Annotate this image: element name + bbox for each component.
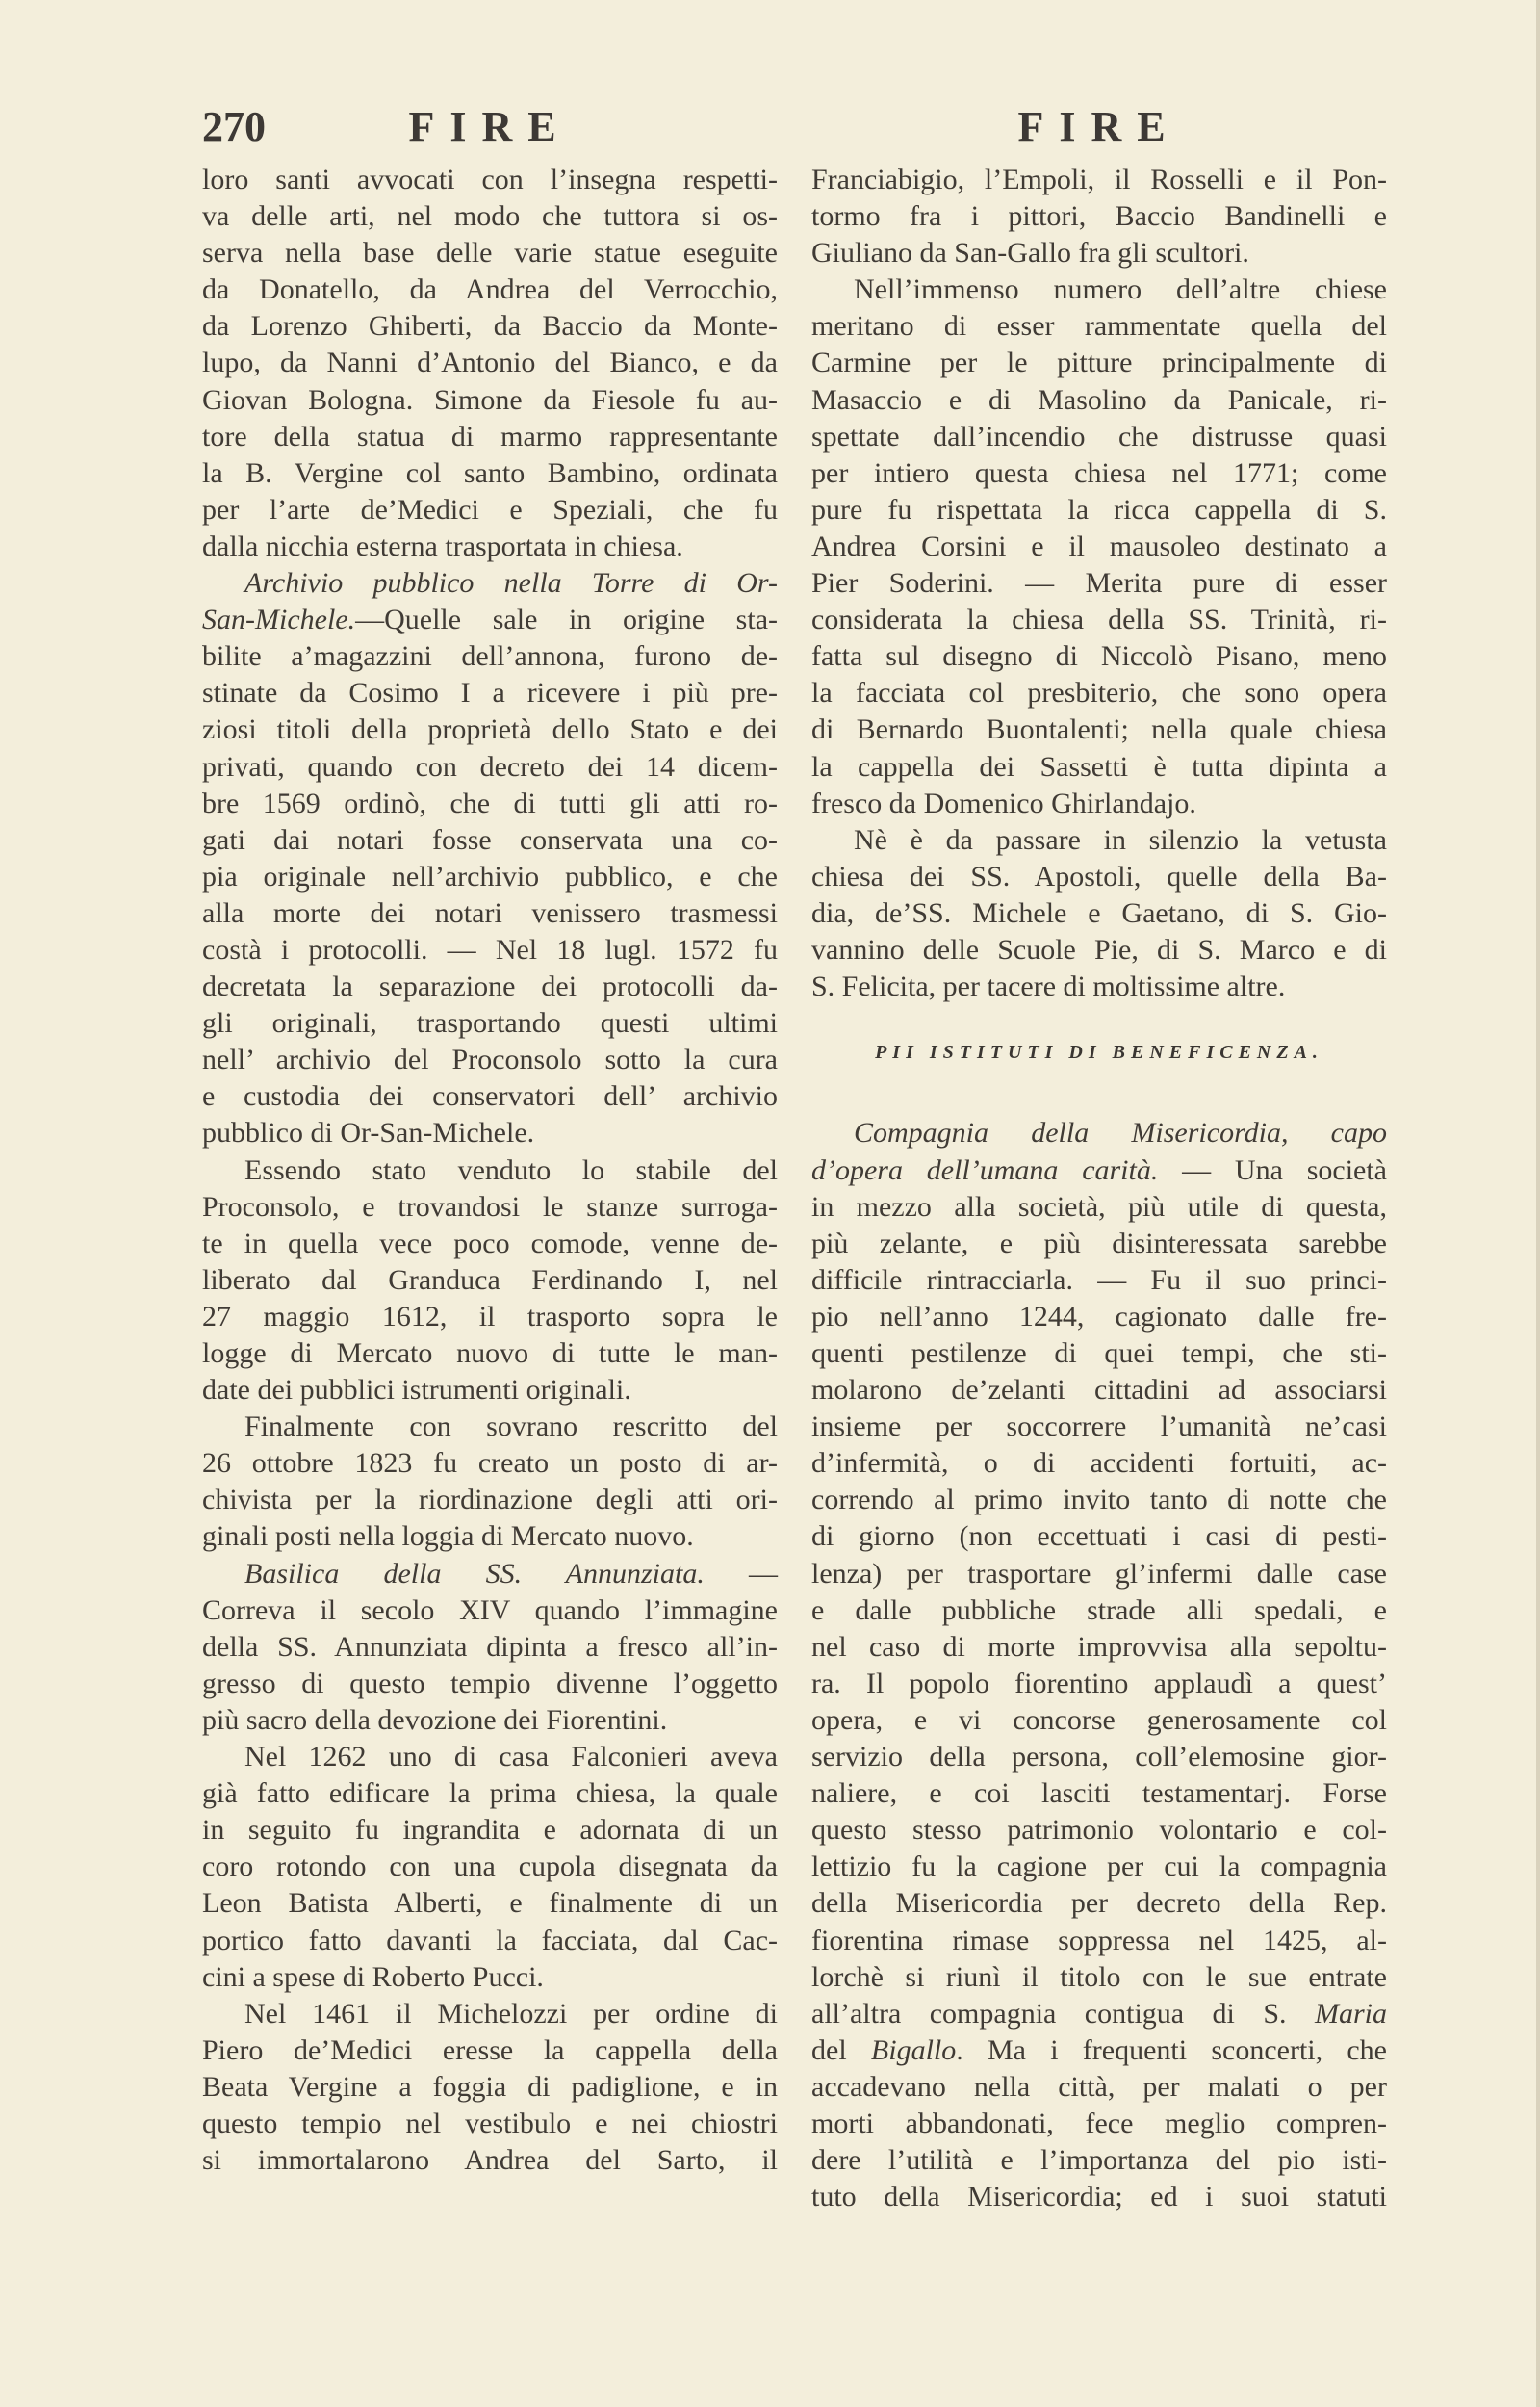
line-content: Correva il secolo XIV quando l’immagine xyxy=(202,1593,778,1626)
line-content: liberato dal Granduca Ferdinando I, nel xyxy=(202,1263,778,1296)
text-line xyxy=(811,675,1387,712)
line-content: dere l’utilità e l’importanza del pio isti- xyxy=(811,2144,1387,2177)
line-content: e custodia dei conservatori dell’ archivio xyxy=(202,1080,778,1113)
line-content xyxy=(202,604,778,635)
line-content: Leon Batista Alberti, e finalmente di un xyxy=(202,1887,778,1920)
text-line xyxy=(202,638,778,675)
line-content xyxy=(811,1998,1387,2030)
line-content: dalla nicchia esterna trasportata in chiesa. xyxy=(202,530,683,562)
text-segment: del xyxy=(811,2033,871,2066)
text-line xyxy=(811,235,1387,272)
text-line xyxy=(202,1923,778,1959)
line-content: questo tempio nel vestibulo e nei chiostri xyxy=(202,2107,778,2139)
text-line xyxy=(811,1923,1387,1959)
line-content: morti abbandonati, fece meglio compren- xyxy=(811,2107,1387,2139)
text-line xyxy=(202,1482,778,1518)
text-line xyxy=(202,969,778,1005)
line-content: bre 1569 ordinò, che di tutti gli atti ro- xyxy=(202,787,778,819)
text-line xyxy=(202,1666,778,1702)
line-content: Masaccio e di Masolino da Panicale, ri- xyxy=(811,383,1387,416)
text-line xyxy=(811,822,1387,859)
text-line xyxy=(202,198,778,235)
line-content: coro rotondo con una cupola disegnata da xyxy=(202,1851,778,1883)
line-content: 26 ottobre 1823 fu creato un posto di ar- xyxy=(202,1447,778,1480)
line-content: tormo fra i pittori, Baccio Bandinelli e xyxy=(811,200,1387,233)
text-line xyxy=(202,1592,778,1629)
line-content: di giorno (non eccettuati i casi di pesti- xyxy=(811,1520,1387,1553)
line-content: spettate dall’incendio che distrusse quasi xyxy=(811,420,1387,453)
text-line xyxy=(202,602,778,638)
text-line xyxy=(202,2142,778,2179)
line-content: Andrea Corsini e il mausoleo destinato a xyxy=(811,530,1387,562)
text-line xyxy=(202,2069,778,2106)
line-content xyxy=(244,567,778,599)
text-line xyxy=(811,2142,1387,2179)
paragraph xyxy=(811,272,1387,821)
text-line xyxy=(202,1775,778,1812)
text-line xyxy=(811,786,1387,822)
text-segment: — Una società xyxy=(1158,1153,1387,1186)
line-content: dia, de’SS. Michele e Gaetano, di S. Gio- xyxy=(811,896,1387,929)
text-line xyxy=(202,2032,778,2069)
text-segment: all’altra compagnia contigua di S. xyxy=(811,1997,1315,2030)
paragraph xyxy=(202,1739,778,1996)
text-line xyxy=(811,749,1387,786)
text-line xyxy=(202,895,778,932)
line-content: Essendo stato venduto lo stabile del xyxy=(244,1153,778,1186)
line-content: la B. Vergine col santo Bambino, ordinata xyxy=(202,456,778,489)
right-column xyxy=(811,162,1387,2215)
line-content: lupo, da Nanni d’Antonio del Bianco, e da xyxy=(202,347,778,379)
text-segment: —Quelle sale in origine sta- xyxy=(355,604,778,636)
line-content: considerata la chiesa della SS. Trinità, ri- xyxy=(811,604,1387,636)
line-content: più zelante, e più disinteressata sarebbe xyxy=(811,1227,1387,1259)
text-line xyxy=(202,419,778,455)
text-line xyxy=(202,492,778,529)
text-line xyxy=(811,895,1387,932)
line-content: Carmine per le pitture principalmente di xyxy=(811,347,1387,379)
text-line xyxy=(202,2106,778,2142)
text-line xyxy=(811,308,1387,345)
line-content: meritano di esser rammentate quella del xyxy=(811,310,1387,343)
line-content: gli originali, trasportando questi ultimi xyxy=(202,1007,778,1040)
line-content xyxy=(854,1117,1387,1149)
text-line xyxy=(811,1959,1387,1996)
text-line xyxy=(811,1262,1387,1299)
text-line xyxy=(811,1849,1387,1885)
line-content: Finalmente con sovrano rescritto del xyxy=(244,1411,778,1443)
line-content: opera, e vi concorse generosamente col xyxy=(811,1703,1387,1736)
text-line xyxy=(811,272,1387,308)
line-content: cini a spese di Roberto Pucci. xyxy=(202,1960,544,1993)
section-heading: PII ISTITUTI DI BENEFICENZA. xyxy=(875,1042,1323,1064)
line-content: per l’arte de’Medici e Speziali, che fu xyxy=(202,493,778,526)
line-content: stinate da Cosimo I a ricevere i più pre- xyxy=(202,677,778,710)
line-content: d’infermità, o di accidenti fortuiti, ac- xyxy=(811,1447,1387,1480)
text-line xyxy=(202,822,778,859)
italic-text: Bigallo xyxy=(870,2033,957,2066)
paragraph xyxy=(202,1556,778,1739)
line-content: tuto della Misericordia; ed i suoi statuti xyxy=(811,2181,1387,2213)
running-head-right: FIRE xyxy=(1017,103,1181,150)
text-line xyxy=(811,638,1387,675)
paragraph xyxy=(202,1409,778,1555)
line-content: già fatto edificare la prima chiesa, la quale xyxy=(202,1777,778,1810)
line-content: gresso di questo tempio divenne l’oggetto xyxy=(202,1667,778,1699)
line-content: difficile rintracciarla. — Fu il suo princi- xyxy=(811,1263,1387,1296)
text-line xyxy=(202,1885,778,1922)
text-line xyxy=(202,1042,778,1078)
text-line xyxy=(811,859,1387,895)
running-head-left: FIRE xyxy=(408,103,572,150)
line-content: di Bernardo Buontalenti; nella quale chiesa xyxy=(811,713,1387,746)
line-content: servizio della persona, coll’elemosine gior- xyxy=(811,1741,1387,1773)
text-line xyxy=(811,1115,1387,1152)
text-line xyxy=(202,1702,778,1739)
text-line xyxy=(811,1556,1387,1592)
text-line xyxy=(202,1518,778,1555)
text-line xyxy=(811,382,1387,419)
text-line xyxy=(202,1299,778,1335)
line-content: pio nell’anno 1244, cagionato dalle fre- xyxy=(811,1300,1387,1333)
line-content: gati dai notari fosse conservata una co- xyxy=(202,823,778,856)
text-line xyxy=(202,455,778,492)
line-content: nell’ archivio del Proconsolo sotto la cura xyxy=(202,1044,778,1076)
italic-text: Archivio pubblico nella Torre di Or- xyxy=(244,567,778,600)
text-line xyxy=(811,1299,1387,1335)
text-line xyxy=(811,712,1387,748)
text-line xyxy=(202,1959,778,1996)
text-line xyxy=(811,1775,1387,1812)
italic-text: d’opera dell’umana carità. xyxy=(811,1153,1159,1186)
line-content: Giovan Bologna. Simone da Fiesole fu au- xyxy=(202,383,778,416)
text-line xyxy=(811,162,1387,198)
line-content: Piero de’Medici eresse la cappella della xyxy=(202,2033,778,2066)
italic-text: Basilica della SS. Annunziata. xyxy=(244,1557,705,1590)
line-content: naliere, e coi lasciti testamentarj. Forse xyxy=(811,1777,1387,1810)
line-content: S. Felicita, per tacere di moltissime altre. xyxy=(811,971,1286,1003)
line-content: tore della statua di marmo rappresentante xyxy=(202,420,778,453)
line-content: fiorentina rimase soppressa nel 1425, al- xyxy=(811,1924,1387,1956)
text-line xyxy=(811,345,1387,381)
text-line xyxy=(811,1739,1387,1775)
text-line xyxy=(202,1445,778,1482)
text-line xyxy=(202,1005,778,1042)
text-line xyxy=(811,1482,1387,1518)
line-content: chiesa dei SS. Apostoli, quelle della Ba- xyxy=(811,860,1387,893)
line-content: va delle arti, nel modo che tuttora si os- xyxy=(202,200,778,233)
text-line xyxy=(811,2069,1387,2106)
text-line xyxy=(811,1226,1387,1262)
text-line xyxy=(811,1885,1387,1922)
text-line xyxy=(811,932,1387,969)
line-content: in mezzo alla società, più utile di questa, xyxy=(811,1190,1387,1223)
line-content xyxy=(811,2034,1387,2066)
text-line xyxy=(811,529,1387,565)
paragraph xyxy=(202,1152,778,1410)
line-content: correndo al primo invito tanto di notte che xyxy=(811,1484,1387,1516)
text-line xyxy=(202,1078,778,1115)
text-line xyxy=(202,1226,778,1262)
text-line xyxy=(202,1409,778,1445)
line-content: della Misericordia per decreto della Rep. xyxy=(811,1887,1387,1920)
paragraph xyxy=(202,162,778,565)
line-content: loro santi avvocati con l’insegna respetti- xyxy=(202,164,778,195)
text-line xyxy=(202,1629,778,1666)
line-content: Nell’immenso numero dell’altre chiese xyxy=(854,273,1387,306)
line-content: Nel 1461 il Michelozzi per ordine di xyxy=(244,1997,778,2030)
text-line xyxy=(811,969,1387,1005)
text-line xyxy=(811,455,1387,492)
line-content: pure fu rispettata la ricca cappella di S. xyxy=(811,493,1387,526)
line-content: e dalle pubbliche strade alli spedali, e xyxy=(811,1593,1387,1626)
line-content: portico fatto davanti la facciata, dal Cac- xyxy=(202,1924,778,1956)
text-line xyxy=(202,1739,778,1775)
line-content: si immortalarono Andrea del Sarto, il xyxy=(202,2144,778,2177)
line-content: Beata Vergine a foggia di padiglione, e in xyxy=(202,2070,778,2103)
text-line xyxy=(202,382,778,419)
italic-text: Compagnia della Misericordia, capo xyxy=(854,1117,1387,1150)
text-segment: — xyxy=(704,1557,778,1590)
text-line xyxy=(811,1996,1387,2032)
text-line xyxy=(202,235,778,272)
text-line xyxy=(811,2179,1387,2215)
text-line xyxy=(202,675,778,712)
line-content: della SS. Annunziata dipinta a fresco all’in- xyxy=(202,1630,778,1663)
text-line xyxy=(811,565,1387,602)
line-content: la facciata col presbiterio, che sono opera xyxy=(811,677,1387,710)
text-line xyxy=(202,308,778,345)
line-content: Pier Soderini. — Merita pure di esser xyxy=(811,567,1387,600)
text-line xyxy=(202,749,778,786)
text-line xyxy=(202,932,778,969)
text-line xyxy=(811,419,1387,455)
line-content: più sacro della devozione dei Fiorentini. xyxy=(202,1703,668,1736)
text-line xyxy=(202,786,778,822)
line-content: lettizio fu la cagione per cui la compagnia xyxy=(811,1851,1387,1883)
line-content: per intiero questa chiesa nel 1771; come xyxy=(811,456,1387,489)
text-line xyxy=(202,1372,778,1409)
line-content: Franciabigio, l’Empoli, il Rosselli e il Pon- xyxy=(811,164,1387,195)
line-content: ra. Il popolo fiorentino applaudì a quest’ xyxy=(811,1667,1387,1699)
text-line xyxy=(811,1812,1387,1849)
line-content: da Lorenzo Ghiberti, da Baccio da Monte- xyxy=(202,310,778,343)
line-content: te in quella vece poco comode, venne de- xyxy=(202,1227,778,1259)
text-line xyxy=(811,1629,1387,1666)
text-line xyxy=(811,492,1387,529)
text-line xyxy=(811,1666,1387,1702)
line-content: alla morte dei notari venissero trasmessi xyxy=(202,896,778,929)
text-line xyxy=(811,1592,1387,1629)
text-line xyxy=(202,1812,778,1849)
text-line xyxy=(202,162,778,198)
line-content: la cappella dei Sassetti è tutta dipinta a xyxy=(811,750,1387,783)
italic-text: San-Michele. xyxy=(202,604,356,636)
text-line xyxy=(811,1445,1387,1482)
line-content: privati, quando con decreto dei 14 dicem- xyxy=(202,750,778,783)
line-content xyxy=(244,1558,778,1590)
line-content: accadevano nella città, per malati o per xyxy=(811,2070,1387,2103)
text-line xyxy=(811,198,1387,235)
line-content: chivista per la riordinazione degli atti ori- xyxy=(202,1484,778,1516)
text-line xyxy=(202,565,778,602)
text-line xyxy=(202,1115,778,1152)
line-content: Giuliano da San-Gallo fra gli scultori. xyxy=(811,237,1249,270)
line-content: nel caso di morte improvvisa alla sepoltu- xyxy=(811,1630,1387,1663)
text-line xyxy=(202,1152,778,1189)
line-content: pubblico di Or-San-Michele. xyxy=(202,1117,535,1150)
text-line xyxy=(202,859,778,895)
line-content: logge di Mercato nuovo di tutte le man- xyxy=(202,1337,778,1369)
line-content: Nè è da passare in silenzio la vetusta xyxy=(854,823,1387,856)
text-line xyxy=(811,2106,1387,2142)
paragraph xyxy=(811,162,1387,272)
line-content: insieme per soccorrere l’umanità ne’casi xyxy=(811,1411,1387,1443)
line-content: decretata la separazione dei protocolli da- xyxy=(202,971,778,1003)
text-line xyxy=(811,1189,1387,1226)
line-content: fresco da Domenico Ghirlandajo. xyxy=(811,787,1196,819)
text-line xyxy=(811,1335,1387,1372)
text-line xyxy=(202,1996,778,2032)
text-line xyxy=(811,1702,1387,1739)
line-content: in seguito fu ingrandita e adornata di un xyxy=(202,1814,778,1847)
text-line xyxy=(202,1335,778,1372)
line-content: Proconsolo, e trovandosi le stanze surroga- xyxy=(202,1190,778,1223)
line-content: serva nella base delle varie statue eseguite xyxy=(202,237,778,270)
line-content: ziosi titoli della proprietà dello Stato e dei xyxy=(202,713,778,746)
text-line xyxy=(811,2032,1387,2069)
paragraph xyxy=(811,1115,1387,2215)
paragraph xyxy=(202,1996,778,2179)
paragraph xyxy=(811,822,1387,1005)
paragraph xyxy=(202,565,778,1152)
text-line xyxy=(811,602,1387,638)
italic-text: Maria xyxy=(1315,1997,1387,2030)
text-line xyxy=(202,529,778,565)
text-line xyxy=(202,1556,778,1592)
text-line xyxy=(202,272,778,308)
line-content: quenti pestilenze di quei tempi, che sti- xyxy=(811,1337,1387,1370)
line-content: fatta sul disegno di Niccolò Pisano, meno xyxy=(811,640,1387,673)
line-content: pia originale nell’archivio pubblico, e che xyxy=(202,860,778,893)
line-content: lenza) per trasportare gl’infermi dalle case xyxy=(811,1557,1387,1590)
text-line xyxy=(202,345,778,381)
line-content: molarono de’zelanti cittadini ad associarsi xyxy=(811,1374,1387,1407)
text-line xyxy=(202,712,778,748)
text-line xyxy=(202,1189,778,1226)
line-content: da Donatello, da Andrea del Verrocchio, xyxy=(202,273,778,306)
line-content: Nel 1262 uno di casa Falconieri aveva xyxy=(244,1741,778,1773)
line-content: 27 maggio 1612, il trasporto sopra le xyxy=(202,1300,778,1333)
page-edge xyxy=(1536,0,1540,2407)
line-content: vannino delle Scuole Pie, di S. Marco e di xyxy=(811,933,1387,966)
text-line xyxy=(811,1518,1387,1555)
page-number: 270 xyxy=(202,103,266,150)
text-segment: . Ma i frequenti sconcerti, che xyxy=(956,2033,1387,2066)
text-line xyxy=(811,1409,1387,1445)
line-content xyxy=(811,1154,1387,1186)
line-content: bilite a’magazzini dell’annona, furono de- xyxy=(202,640,778,673)
text-line xyxy=(811,1372,1387,1409)
line-content: date dei pubblici istrumenti originali. xyxy=(202,1374,631,1407)
line-content: ginali posti nella loggia di Mercato nuovo. xyxy=(202,1520,694,1553)
text-line xyxy=(202,1849,778,1885)
text-line xyxy=(811,1152,1387,1189)
left-column xyxy=(202,162,778,2179)
line-content: costà i protocolli. — Nel 18 lugl. 1572 fu xyxy=(202,933,778,966)
line-content: lorchè si riunì il titolo con le sue entrate xyxy=(811,1960,1387,1993)
line-content: questo stesso patrimonio volontario e col- xyxy=(811,1814,1387,1847)
text-line xyxy=(202,1262,778,1299)
